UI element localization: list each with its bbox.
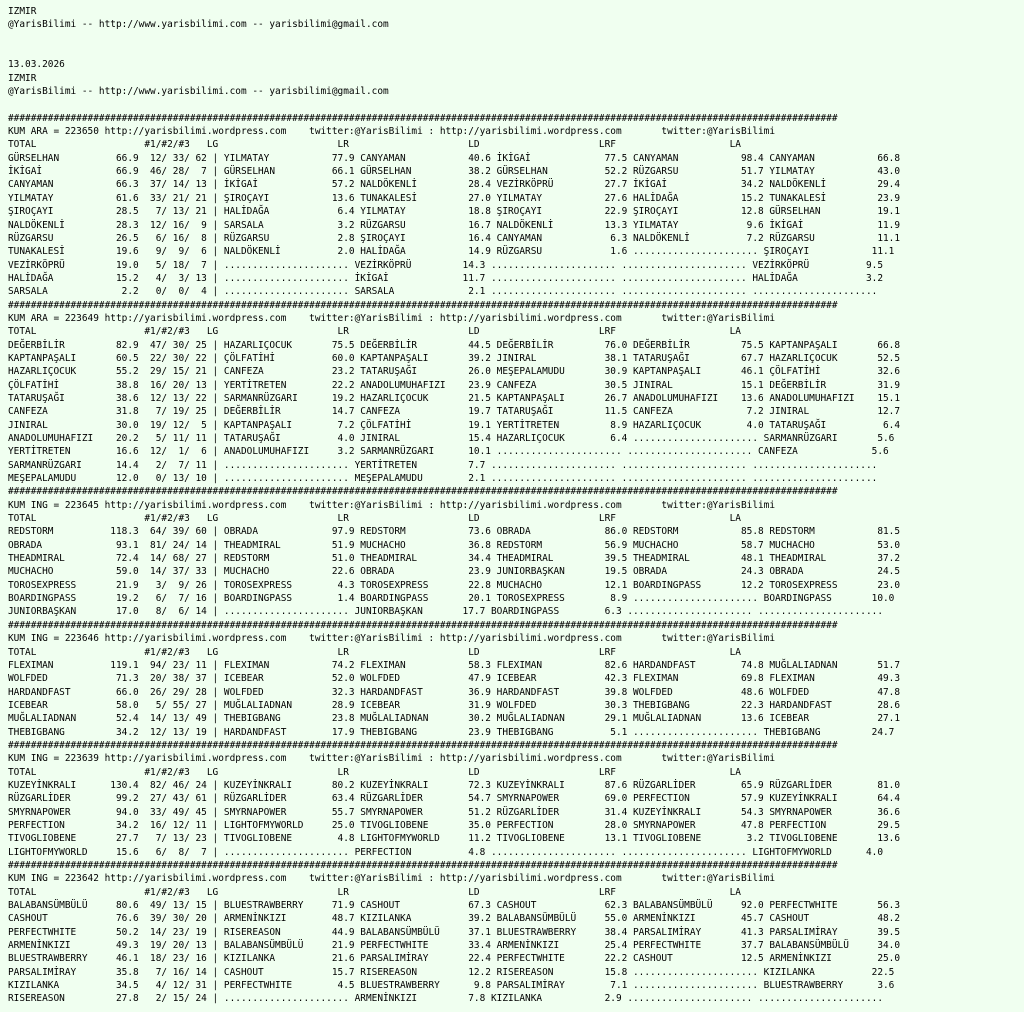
race-row: İKİGAİ 66.9 46/ 28/ 7 | GÜRSELHAN 66.1 GÜRSELHAN 38.2 GÜRSELHAN 52.2 RÜZGARSU 51.7 YILMATAY 43.0 — [8, 166, 901, 178]
column-header-line: TOTAL #1/#2/#3 LG LR LD LRF LA — [8, 139, 741, 151]
race-row: OBRADA 93.1 81/ 24/ 14 | THEADMIRAL 51.9 MUCHACHO 36.8 REDSTORM 56.9 MUCHACHO 58.7 MUCHACHO 53.0 — [8, 539, 901, 551]
header-line — [8, 98, 1024, 111]
race-row: MEŞEPALAMUDU 12.0 0/ 13/ 10 | ...................... MEŞEPALAMUDU 2.1 ...................... ...................... ...................... — [8, 473, 878, 485]
race-row: CASHOUT 76.6 39/ 30/ 20 | ARMENİNKIZI 48.7 KIZILANKA 39.2 BALABANSÜMBÜLÜ 55.0 ARMENİNKIZI 45.7 CASHOUT 48.2 — [8, 913, 901, 925]
race-row: TIVOGLIOBENE 27.7 7/ 13/ 23 | TIVOGLIOBENE 4.8 LIGHTOFMYWORLD 11.2 TIVOGLIOBENE 13.1 TIVOGLIOBENE 3.2 TIVOGLIOBENE 13.6 — [8, 833, 901, 845]
race-row: MUCHACHO 59.0 14/ 37/ 33 | MUCHACHO 22.6 OBRADA 23.9 JUNIORBAŞKAN 19.5 OBRADA 24.3 OBRADA 24.5 — [8, 566, 901, 578]
race-row: TOROSEXPRESS 21.9 3/ 9/ 26 | TOROSEXPRESS 4.3 TOROSEXPRESS 22.8 MUCHACHO 12.1 BOARDINGPASS 12.2 TOROSEXPRESS 23.0 — [8, 579, 901, 591]
header-line — [8, 32, 1024, 45]
race-row: TUNAKALESİ 19.6 9/ 9/ 6 | NALDÖKENLİ 2.0 HALİDAĞA 14.9 RÜZGARSU 1.6 ...................... ŞIROÇAYI 11.1 — [8, 246, 895, 258]
race-row: ICEBEAR 58.0 5/ 55/ 27 | MUĞLALIADNAN 28.9 ICEBEAR 31.9 WOLFDED 30.3 THEBIGBANG 22.3 HARDANDFAST 28.6 — [8, 699, 901, 711]
header-line: IZMIR — [8, 72, 37, 84]
separator-line: ################################################################################################################################################## — [8, 112, 838, 124]
race-title-line: KUM ING = 223646 http://yarisbilimi.wordpress.com twitter:@YarisBilimi : http://yarisbilimi.wordpress.com twitter:@YarisBilimi — [8, 633, 776, 645]
race-row: HAZARLIÇOCUK 55.2 29/ 15/ 21 | CANFEZA 23.2 TATARUŞAĞI 26.0 MEŞEPALAMUDU 30.9 KAPTANPAŞALI 46.1 ÇÖLFATİHİ 32.6 — [8, 366, 901, 378]
race-row: WOLFDED 71.3 20/ 38/ 37 | ICEBEAR 52.0 WOLFDED 47.9 ICEBEAR 42.3 FLEXIMAN 69.8 FLEXIMAN 49.3 — [8, 673, 901, 685]
race-row: ÇÖLFATİHİ 38.8 16/ 20/ 13 | YERTİTRETEN 22.2 ANADOLUMUHAFIZI 23.9 CANFEZA 30.5 JINIRAL 15.1 DEĞERBİLİR 31.9 — [8, 379, 901, 391]
race-row: FLEXIMAN 119.1 94/ 23/ 11 | FLEXIMAN 74.2 FLEXIMAN 58.3 FLEXIMAN 82.6 HARDANDFAST 74.8 MUĞLALIADNAN 51.7 — [8, 659, 901, 671]
separator-line: ################################################################################################################################################## — [8, 299, 838, 311]
race-row: GÜRSELHAN 66.9 12/ 33/ 62 | YILMATAY 77.9 CANYAMAN 40.6 İKİGAİ 77.5 CANYAMAN 98.4 CANYAMAN 66.8 — [8, 152, 901, 164]
race-row: SARMANRÜZGARI 14.4 2/ 7/ 11 | ...................... YERTİTRETEN 7.7 ...................... ...................... ...................... — [8, 459, 878, 471]
column-header-line: TOTAL #1/#2/#3 LG LR LD LRF LA — [8, 326, 741, 338]
race-row: CANYAMAN 66.3 37/ 14/ 13 | İKİGAİ 57.2 NALDÖKENLİ 28.4 VEZİRKÖPRÜ 27.7 İKİGAİ 34.2 NALDÖKENLİ 29.4 — [8, 179, 901, 191]
race-row: ŞIROÇAYI 28.5 7/ 13/ 21 | HALİDAĞA 6.4 YILMATAY 18.8 ŞIROÇAYI 22.9 ŞIROÇAYI 12.8 GÜRSELHAN 19.1 — [8, 206, 901, 218]
race-row: MUĞLALIADNAN 52.4 14/ 13/ 49 | THEBIGBANG 23.8 MUĞLALIADNAN 30.2 MUĞLALIADNAN 29.1 MUĞLALIADNAN 13.6 ICEBEAR 27.1 — [8, 713, 901, 725]
race-row: NALDÖKENLİ 28.3 12/ 16/ 9 | SARSALA 3.2 RÜZGARSU 16.7 NALDÖKENLİ 13.3 YILMATAY 9.6 İKİGAİ 11.9 — [8, 219, 901, 231]
separator-line: ################################################################################################################################################## — [8, 486, 838, 498]
race-row: JUNIORBAŞKAN 17.0 8/ 6/ 14 | ...................... JUNIORBAŞKAN 17.7 BOARDINGPASS 6.3 ...................... ...................... — [8, 606, 884, 618]
race-row: SARSALA 2.2 0/ 0/ 4 | ...................... SARSALA 2.1 ...................... ...................... ...................... — [8, 286, 878, 298]
race-row: PERFECTWHITE 50.2 14/ 23/ 19 | RISEREASON 44.9 BALABANSÜMBÜLÜ 37.1 BLUESTRAWBERRY 38.4 PARSALIMİRAY 41.3 PARSALIMİRAY 39.5 — [8, 926, 901, 938]
race-title-line: KUM ARA = 223650 http://yarisbilimi.wordpress.com twitter:@YarisBilimi : http://yarisbilimi.wordpress.com twitter:@YarisBilimi — [8, 126, 776, 138]
separator-line: ################################################################################################################################################## — [8, 860, 838, 871]
race-row: JINIRAL 30.0 19/ 12/ 5 | KAPTANPAŞALI 7.2 ÇÖLFATİHİ 19.1 YERTİTRETEN 8.9 HAZARLIÇOCUK 4.0 TATARUŞAĞI 6.4 — [8, 419, 901, 431]
race-title-line: KUM ING = 223642 http://yarisbilimi.wordpress.com twitter:@YarisBilimi : http://yarisbilimi.wordpress.com twitter:@YarisBilimi — [8, 873, 776, 885]
race-row: KIZILANKA 34.5 4/ 12/ 31 | PERFECTWHITE 4.5 BLUESTRAWBERRY 9.8 PARSALIMİRAY 7.1 ...................... BLUESTRAWBERRY 3.6 — [8, 980, 895, 992]
race-row: RÜZGARLİDER 99.2 27/ 43/ 61 | RÜZGARLİDER 63.4 RÜZGARLİDER 54.7 SMYRNAPOWER 69.0 PERFECTION 57.9 KUZEYİNKRALI 64.4 — [8, 793, 901, 805]
race-row: ARMENİNKIZI 49.3 19/ 20/ 13 | BALABANSÜMBÜLÜ 21.9 PERFECTWHITE 33.4 ARMENİNKIZI 25.4 PERFECTWHITE 37.7 BALABANSÜMBÜLÜ 34.0 — [8, 940, 901, 952]
race-row: TATARUŞAĞI 38.6 12/ 13/ 22 | SARMANRÜZGARI 19.2 HAZARLIÇOCUK 21.5 KAPTANPAŞALI 26.7 ANADOLUMUHAFIZI 13.6 ANADOLUMUHAFIZI 15.1 — [8, 392, 901, 404]
race-row: REDSTORM 118.3 64/ 39/ 60 | OBRADA 97.9 REDSTORM 73.6 OBRADA 86.0 REDSTORM 85.8 REDSTORM 81.5 — [8, 526, 901, 538]
column-header-line: TOTAL #1/#2/#3 LG LR LD LRF LA — [8, 886, 741, 898]
race-row: KAPTANPAŞALI 60.5 22/ 30/ 22 | ÇÖLFATİHİ 60.0 KAPTANPAŞALI 39.2 JINIRAL 38.1 TATARUŞAĞI 67.7 HAZARLIÇOCUK 52.5 — [8, 352, 901, 364]
race-row: YILMATAY 61.6 33/ 21/ 21 | ŞIROÇAYI 13.6 TUNAKALESİ 27.0 YILMATAY 27.6 HALİDAĞA 15.2 TUNAKALESİ 23.9 — [8, 192, 901, 204]
header-line — [8, 45, 1024, 58]
race-row: HALİDAĞA 15.2 4/ 3/ 13 | ...................... İKİGAİ 11.7 ...................... ...................... HALİDAĞA 3.2 — [8, 272, 884, 284]
column-header-line: TOTAL #1/#2/#3 LG LR LD LRF LA — [8, 513, 741, 525]
race-row: RISEREASON 27.8 2/ 15/ 24 | ...................... ARMENİNKIZI 7.8 KIZILANKA 2.9 ...................... ...................... — [8, 993, 884, 1005]
race-row: DEĞERBİLİR 82.9 47/ 30/ 25 | HAZARLIÇOCUK 75.5 DEĞERBİLİR 44.5 DEĞERBİLİR 76.0 DEĞERBİLİR 75.5 KAPTANPAŞALI 66.8 — [8, 339, 901, 351]
separator-line: ################################################################################################################################################## — [8, 739, 838, 751]
column-header-line: TOTAL #1/#2/#3 LG LR LD LRF LA — [8, 646, 741, 658]
race-row: CANFEZA 31.8 7/ 19/ 25 | DEĞERBİLİR 14.7 CANFEZA 19.7 TATARUŞAĞI 11.5 CANFEZA 7.2 JINIRAL 12.7 — [8, 406, 901, 418]
race-row: PARSALIMİRAY 35.8 7/ 16/ 14 | CASHOUT 15.7 RISEREASON 12.2 RISEREASON 15.8 ...................... KIZILANKA 22.5 — [8, 966, 895, 978]
race-row: BLUESTRAWBERRY 46.1 18/ 23/ 16 | KIZILANKA 21.6 PARSALIMİRAY 22.4 PERFECTWHITE 22.2 CASHOUT 12.5 ARMENİNKIZI 25.0 — [8, 953, 901, 965]
race-title-line: KUM ARA = 223649 http://yarisbilimi.wordpress.com twitter:@YarisBilimi : http://yarisbilimi.wordpress.com twitter:@YarisBilimi — [8, 312, 776, 324]
race-row: THEADMIRAL 72.4 14/ 68/ 27 | REDSTORM 51.0 THEADMIRAL 34.4 THEADMIRAL 39.5 THEADMIRAL 48.1 THEADMIRAL 37.2 — [8, 553, 901, 565]
race-row: THEBIGBANG 34.2 12/ 13/ 19 | HARDANDFAST 17.9 THEBIGBANG 23.9 THEBIGBANG 5.1 ...................... THEBIGBANG 24.7 — [8, 726, 895, 738]
race-row: YERTİTRETEN 16.6 12/ 1/ 6 | ANADOLUMUHAFIZI 3.2 SARMANRÜZGARI 10.1 ...................... ...................... CANFEZA 5.6 — [8, 446, 889, 458]
header-line: @YarisBilimi -- http://www.yarisbilimi.com -- yarisbilimi@gmail.com — [8, 86, 389, 98]
column-header-line: TOTAL #1/#2/#3 LG LR LD LRF LA — [8, 766, 741, 778]
header-line: IZMIR — [8, 6, 37, 17]
race-row: RÜZGARSU 26.5 6/ 16/ 8 | RÜZGARSU 2.8 ŞIROÇAYI 16.4 CANYAMAN 6.3 NALDÖKENLİ 7.2 RÜZGARSU 11.1 — [8, 232, 901, 244]
race-title-line: KUM ING = 223639 http://yarisbilimi.wordpress.com twitter:@YarisBilimi : http://yarisbilimi.wordpress.com twitter:@YarisBilimi — [8, 753, 776, 765]
race-row: HARDANDFAST 66.0 26/ 29/ 28 | WOLFDED 32.3 HARDANDFAST 36.9 HARDANDFAST 39.8 WOLFDED 48.6 WOLFDED 47.8 — [8, 686, 901, 698]
race-row: VEZİRKÖPRÜ 19.0 5/ 18/ 7 | ...................... VEZİRKÖPRÜ 14.3 ...................... ...................... VEZİRKÖPRÜ 9.5 — [8, 259, 884, 271]
race-row: KUZEYİNKRALI 130.4 82/ 46/ 24 | KUZEYİNKRALI 80.2 KUZEYİNKRALI 72.3 KUZEYİNKRALI 87.6 RÜZGARLİDER 65.9 RÜZGARLİDER 81.0 — [8, 779, 901, 791]
race-row: BOARDINGPASS 19.2 6/ 7/ 16 | BOARDINGPASS 1.4 BOARDINGPASS 20.1 TOROSEXPRESS 8.9 ...................... BOARDINGPASS 10.0 — [8, 593, 895, 605]
race-row: PERFECTION 34.2 16/ 12/ 11 | LIGHTOFMYWORLD 25.0 TIVOGLIOBENE 35.0 PERFECTION 28.0 SMYRNAPOWER 47.8 PERFECTION 29.5 — [8, 819, 901, 831]
separator-line: ################################################################################################################################################## — [8, 619, 838, 631]
race-row: LIGHTOFMYWORLD 15.6 6/ 8/ 7 | ...................... PERFECTION 4.8 ...................... ...................... LIGHTOFMYWORLD 4.0 — [8, 846, 884, 858]
race-row: SMYRNAPOWER 94.0 33/ 49/ 45 | SMYRNAPOWER 55.7 SMYRNAPOWER 51.2 RÜZGARLİDER 31.4 KUZEYİNKRALI 54.3 SMYRNAPOWER 36.6 — [8, 806, 901, 818]
race-row: BALABANSÜMBÜLÜ 80.6 49/ 13/ 15 | BLUESTRAWBERRY 71.9 CASHOUT 67.3 CASHOUT 62.3 BALABANSÜMBÜLÜ 92.0 PERFECTWHITE 56.3 — [8, 900, 901, 912]
header-line: @YarisBilimi -- http://www.yarisbilimi.com -- yarisbilimi@gmail.com — [8, 19, 389, 31]
race-title-line: KUM ING = 223645 http://yarisbilimi.wordpress.com twitter:@YarisBilimi : http://yarisbilimi.wordpress.com twitter:@YarisBilimi — [8, 499, 776, 511]
race-row: ANADOLUMUHAFIZI 20.2 5/ 11/ 11 | TATARUŞAĞI 4.0 JINIRAL 15.4 HAZARLIÇOCUK 6.4 ...................... SARMANRÜZGARI 5.6 — [8, 433, 895, 444]
header-line: 13.03.2026 — [8, 59, 65, 71]
